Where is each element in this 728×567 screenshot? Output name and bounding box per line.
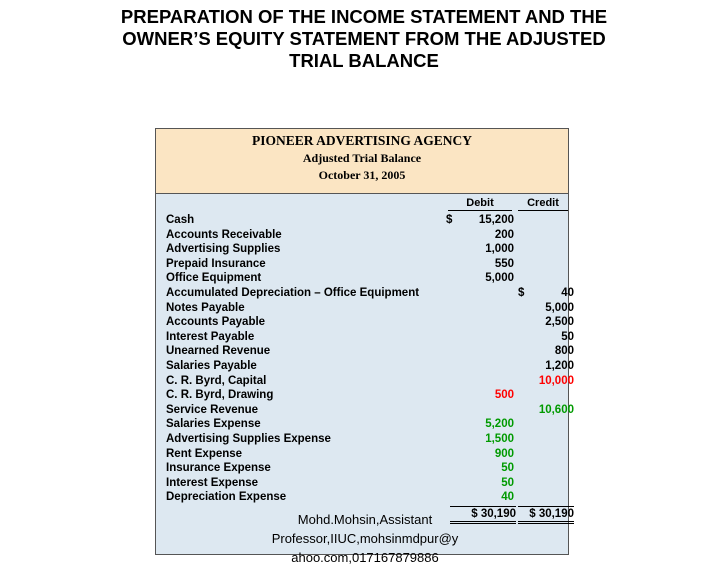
- credit-value: 2,500: [545, 316, 574, 329]
- account-name: Interest Payable: [166, 330, 255, 343]
- account-name: C. R. Byrd, Capital: [166, 374, 267, 387]
- credit-amount: [518, 403, 574, 418]
- sheet-header: [156, 129, 568, 194]
- credit-amount: [518, 344, 574, 359]
- title-line: OWNER’S EQUITY STATEMENT FROM THE ADJUSTED: [122, 28, 606, 49]
- credit-column-header: Credit: [518, 196, 568, 211]
- account-name: Salaries Expense: [166, 418, 261, 431]
- footer-line: Mohd.Mohsin,Assistant: [297, 512, 433, 527]
- table-row: [166, 447, 570, 462]
- debit-amount: [446, 476, 514, 491]
- table-row: [166, 330, 574, 345]
- credit-amount: [518, 315, 574, 330]
- debit-value: 15,200: [478, 214, 514, 226]
- credit-value: 40: [561, 286, 574, 299]
- table-row: [166, 403, 574, 418]
- debit-value: 200: [494, 228, 514, 241]
- title-line: PREPARATION OF THE INCOME STATEMENT AND THE: [120, 6, 608, 27]
- debit-amount: [446, 271, 514, 286]
- table-row: [166, 476, 570, 491]
- debit-amount: [446, 213, 514, 228]
- credit-value: 50: [561, 330, 574, 343]
- debit-amount: [446, 242, 514, 257]
- author-footer: [250, 510, 480, 567]
- debit-value: 5,200: [485, 418, 514, 431]
- table-row: [166, 301, 574, 316]
- account-rows: [166, 213, 574, 505]
- credit-amount: [518, 301, 574, 316]
- debit-amount: [446, 257, 514, 272]
- dollar-sign: $: [518, 286, 525, 299]
- account-name: Service Revenue: [166, 403, 259, 416]
- credit-value: 10,600: [538, 403, 574, 416]
- footer-line: Professor,IIUC,mohsinmdpur@y: [271, 531, 459, 546]
- table-row: [166, 213, 570, 228]
- table-row: [166, 461, 570, 476]
- title-line: TRIAL BALANCE: [289, 50, 439, 71]
- debit-amount: [446, 417, 514, 432]
- table-row: [166, 271, 570, 286]
- account-name: Accounts Receivable: [166, 228, 282, 241]
- slide-title: [0, 6, 728, 72]
- table-row: [166, 374, 574, 389]
- table-row: [166, 388, 570, 403]
- footer-line: ahoo.com,017167879886: [291, 550, 439, 565]
- credit-value: 5,000: [545, 301, 574, 314]
- debit-total: $ 30,190: [450, 506, 516, 524]
- debit-amount: [446, 490, 514, 505]
- credit-total: $ 30,190: [518, 506, 574, 524]
- debit-value: 550: [494, 257, 514, 270]
- table-row: [166, 432, 570, 447]
- account-name: Salaries Payable: [166, 359, 257, 372]
- table-row: [166, 242, 570, 257]
- debit-value: 50: [501, 476, 514, 489]
- debit-amount: [446, 388, 514, 403]
- account-name: Notes Payable: [166, 301, 245, 314]
- credit-amount: [518, 330, 574, 345]
- debit-amount: [446, 228, 514, 243]
- trial-balance-sheet: [155, 128, 574, 555]
- sheet-subtitle: Adjusted Trial Balance: [302, 151, 422, 165]
- debit-column-header: Debit: [448, 196, 512, 211]
- sheet-date: October 31, 2005: [318, 168, 406, 182]
- company-name: PIONEER ADVERTISING AGENCY: [251, 133, 473, 148]
- table-row: [166, 257, 570, 272]
- dollar-sign: $: [446, 214, 453, 226]
- account-name: Unearned Revenue: [166, 345, 271, 358]
- account-name: Accounts Payable: [166, 316, 266, 329]
- table-row: [166, 315, 574, 330]
- table-row: [166, 359, 574, 374]
- account-name: Depreciation Expense: [166, 491, 287, 504]
- debit-value: 900: [494, 447, 514, 460]
- account-name: Advertising Supplies: [166, 243, 281, 256]
- account-name: Advertising Supplies Expense: [166, 432, 331, 445]
- account-name: Rent Expense: [166, 447, 243, 460]
- debit-value: 40: [501, 491, 514, 504]
- account-name: Interest Expense: [166, 476, 259, 489]
- account-name: Accumulated Depreciation – Office Equipment: [166, 286, 420, 299]
- table-row: [166, 490, 570, 505]
- account-name: C. R. Byrd, Drawing: [166, 389, 274, 402]
- credit-amount: [518, 286, 574, 301]
- debit-value: 1,000: [485, 243, 514, 256]
- table-row: [166, 417, 570, 432]
- account-name: Office Equipment: [166, 272, 262, 285]
- account-name: Prepaid Insurance: [166, 257, 266, 270]
- table-row: [166, 344, 574, 359]
- credit-value: 10,000: [538, 374, 574, 387]
- credit-amount: [518, 374, 574, 389]
- debit-value: 500: [494, 389, 514, 402]
- credit-value: 800: [554, 345, 574, 358]
- table-row: [166, 286, 574, 301]
- debit-value: 5,000: [485, 272, 514, 285]
- account-name: Insurance Expense: [166, 462, 271, 475]
- table-row: [166, 228, 570, 243]
- credit-value: 1,200: [545, 359, 574, 372]
- account-name: Cash: [166, 214, 195, 226]
- debit-amount: [446, 447, 514, 462]
- debit-value: 1,500: [485, 432, 514, 445]
- credit-amount: [518, 359, 574, 374]
- debit-amount: [446, 432, 514, 447]
- debit-value: 50: [501, 462, 514, 475]
- debit-amount: [446, 461, 514, 476]
